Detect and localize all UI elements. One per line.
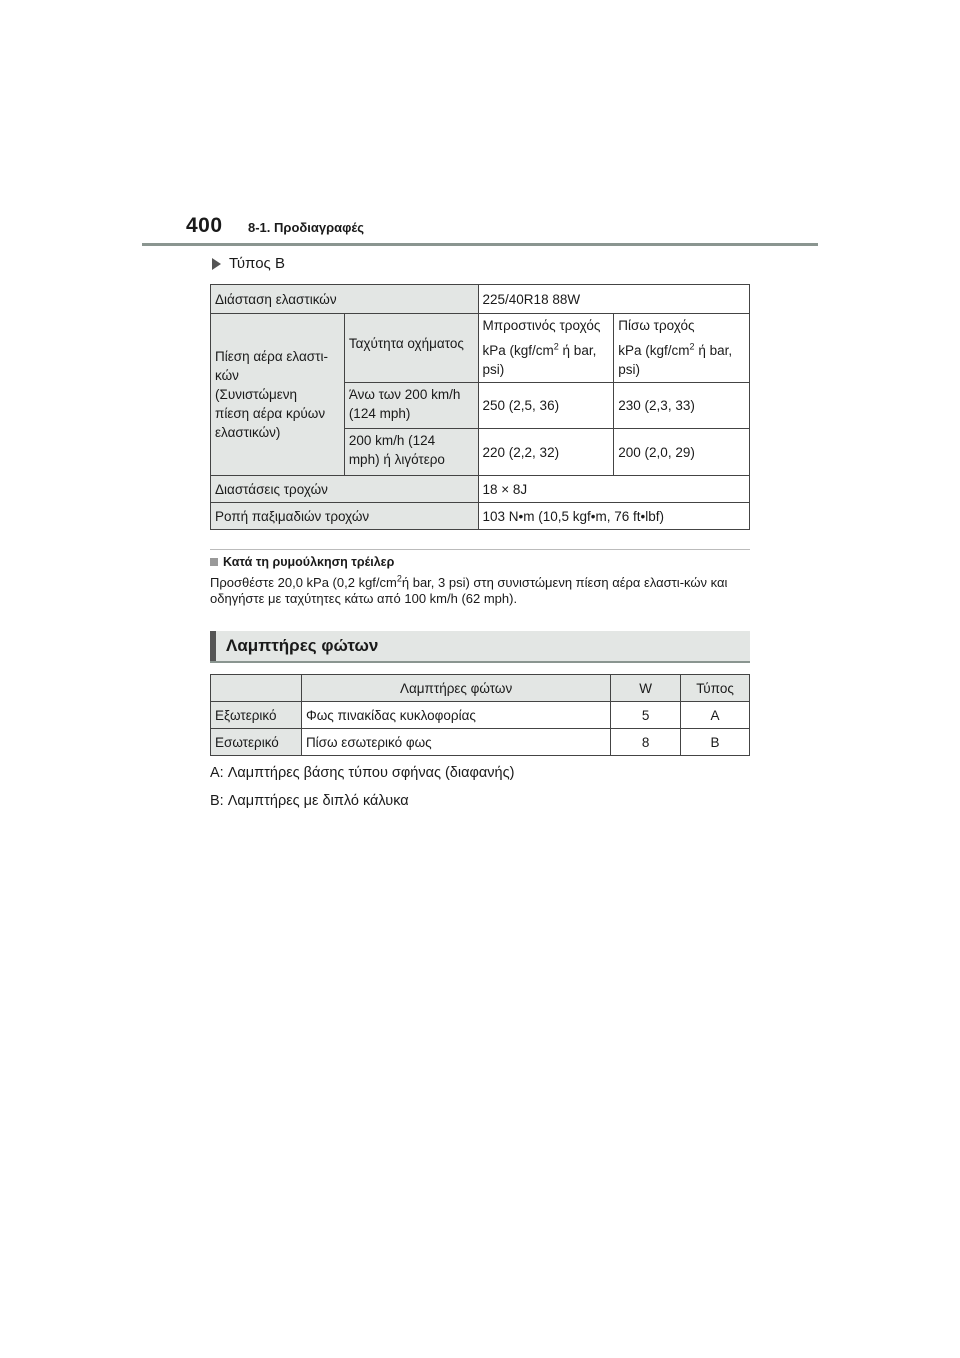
rear-pressure-low-speed: 200 (2,0, 29) [614,429,750,476]
wheel-size-label: Διαστάσεις τροχών [211,476,479,503]
bulb-type: A [681,702,750,729]
type-heading-label: Τύπος B [229,255,285,272]
front-pressure-high-speed: 250 (2,5, 36) [478,383,614,429]
square-bullet-icon [210,558,218,566]
rear-wheel-header [614,314,750,383]
bulb-note-a: A: Λαμπτήρες βάσης τύπου σφήνας (διαφανής) [210,765,515,781]
header-rule [142,243,818,246]
banner-accent-bar [210,631,216,661]
bulb-header-watt: W [611,675,681,702]
tire-size-value: 225/40R18 88W [478,285,749,314]
bulb-header-type: Τύπος [681,675,750,702]
page-number: 400 [186,214,223,237]
trailer-paragraph: Προσθέστε 20,0 kPa (0,2 kgf/$cm^2ή$ bar, 3 psi) στη συνιστώμενη πίεση αέρα ελαστι-κών και οδηγήστε με ταχύτητες κάτω από 100 km/h (62 mph). [210,573,728,606]
section-title: 8-1. Προδιαγραφές [248,220,365,235]
tire-spec-table [210,284,750,530]
speed-200-or-less: 200 km/h (124 mph) ή λιγότερο [344,429,478,476]
tire-size-label: Διάσταση ελαστικών [211,285,479,314]
speed-over-200: Άνω των 200 km/h (124 mph) [344,383,478,429]
front-wheel-label: Μπροστινός τροχός [482,318,601,333]
bulb-note-b: B: Λαμπτήρες με διπλό κάλυκα [210,793,409,809]
wheel-size-value: 18 × 8J [478,476,749,503]
torque-label: Ροπή παξιμαδιών τροχών [211,503,479,530]
bulb-header-name: Λαμπτήρες φώτων [301,675,610,702]
paragraph-rule [210,549,750,550]
bulbs-section-title: Λαμπτήρες φώτων [226,636,379,655]
front-wheel-header [478,314,614,383]
triangle-bullet-icon [212,258,221,270]
front-wheel-unit-psi: psi) [482,362,505,377]
bulb-location: Εσωτερικό [211,729,302,756]
bulb-name: Πίσω εσωτερικό φως [301,729,610,756]
pressure-label: Πίεση αέρα ελαστι- κών (Συνιστώμενη πίεση αέρα κρύων ελαστικών) [211,314,345,476]
front-wheel-unit: kPa ($kgf/cm^2$ ή bar, [482,341,597,358]
bulb-watt: 8 [611,729,681,756]
trailer-heading [210,555,394,569]
bulb-location: Εξωτερικό [211,702,302,729]
table-row [211,729,750,756]
bulb-header-empty [211,675,302,702]
bulb-type: B [681,729,750,756]
trailer-heading-label: Κατά τη ρυμούλκηση τρέιλερ [223,555,395,569]
torque-value: 103 N•m (10,5 kgf•m, 76 ft•lbf) [478,503,749,530]
rear-wheel-unit-psi: psi) [618,362,641,377]
rear-wheel-unit: kPa ($kgf/cm^2$ ή bar, [618,341,733,358]
bulb-watt: 5 [611,702,681,729]
front-pressure-low-speed: 220 (2,2, 32) [478,429,614,476]
bulbs-section-banner [210,631,750,663]
bulb-name: Φως πινακίδας κυκλοφορίας [301,702,610,729]
bulb-table [210,674,750,756]
type-heading [212,255,285,272]
table-row [211,702,750,729]
rear-pressure-high-speed: 230 (2,3, 33) [614,383,750,429]
speed-label: Ταχύτητα οχήματος [344,314,478,383]
rear-wheel-label: Πίσω τροχός [618,318,695,333]
